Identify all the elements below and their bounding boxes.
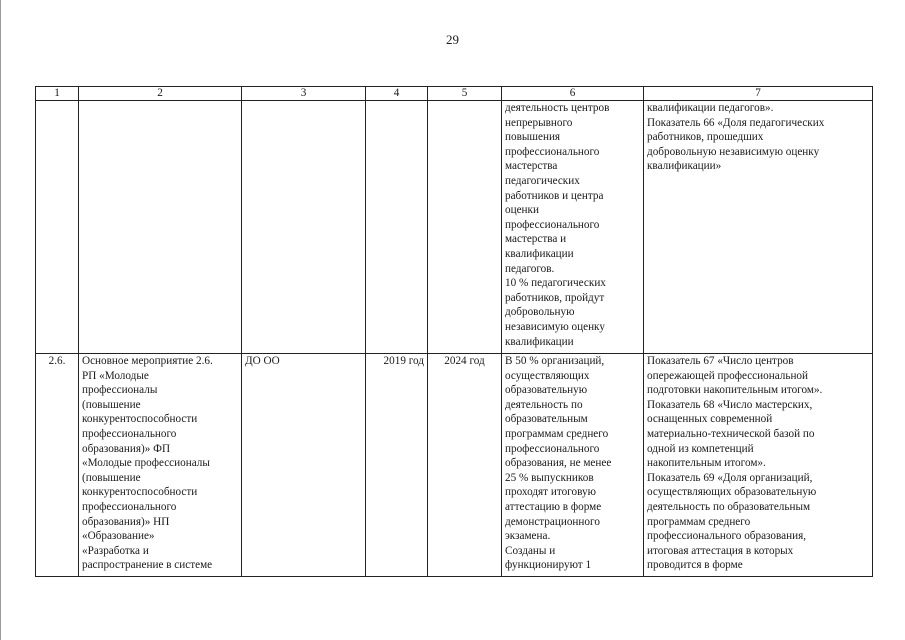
header-cell-3: 3 — [242, 87, 366, 101]
cell-expected-result: В 50 % организаций, осуществляющих образовательную деятельность по образовательным программам среднего профессионального образования, не менее 25 % выпускников проходят итоговую аттестацию в форме демонстрационного экзамена. Созданы и функционируют 1 — [502, 354, 644, 577]
header-cell-5: 5 — [428, 87, 502, 101]
page-left-edge — [0, 0, 1, 640]
cell-start-year — [366, 101, 428, 354]
cell-end-year: 2024 год — [428, 354, 502, 577]
header-cell-1: 1 — [36, 87, 79, 101]
table-row — [36, 101, 873, 354]
cell-start-year: 2019 год — [366, 354, 428, 577]
header-cell-2: 2 — [79, 87, 242, 101]
cell-end-year — [428, 101, 502, 354]
cell-executor: ДО ОО — [242, 354, 366, 577]
cell-indicators: квалификации педагогов». Показатель 66 «Доля педагогических работников, прошедших добровольную независимую оценку квалификации» — [644, 101, 873, 354]
cell-indicators: Показатель 67 «Число центров опережающей профессиональной подготовки накопительным итогом». Показатель 68 «Число мастерских, оснащенных современной материально-технической базой по одной из компетенций накопительным итогом». Показатель 69 «Доля организаций, осуществляющих образовательную деятельность по образовательным программам среднего профессионального образования, итоговая аттестация в которых проводится в форме — [644, 354, 873, 577]
table-header-row — [36, 87, 873, 101]
program-measures-table — [35, 86, 873, 577]
header-cell-7: 7 — [644, 87, 873, 101]
cell-number — [36, 101, 79, 354]
header-cell-4: 4 — [366, 87, 428, 101]
cell-executor — [242, 101, 366, 354]
page-number: 29 — [446, 32, 459, 47]
cell-measure-name — [79, 101, 242, 354]
cell-expected-result: деятельность центров непрерывного повышения профессионального мастерства педагогических работников и центра оценки профессионального мастерства и квалификации педагогов. 10 % педагогических работников, пройдут добровольную независимую оценку квалификации — [502, 101, 644, 354]
cell-number: 2.6. — [36, 354, 79, 577]
table-row — [36, 354, 873, 577]
header-cell-6: 6 — [502, 87, 644, 101]
cell-measure-name: Основное мероприятие 2.6. РП «Молодые профессионалы (повышение конкурентоспособности профессионального образования)» ФП «Молодые профессионалы (повышение конкурентоспособности профессионального образования)» НП «Образование» «Разработка и распространение в системе — [79, 354, 242, 577]
